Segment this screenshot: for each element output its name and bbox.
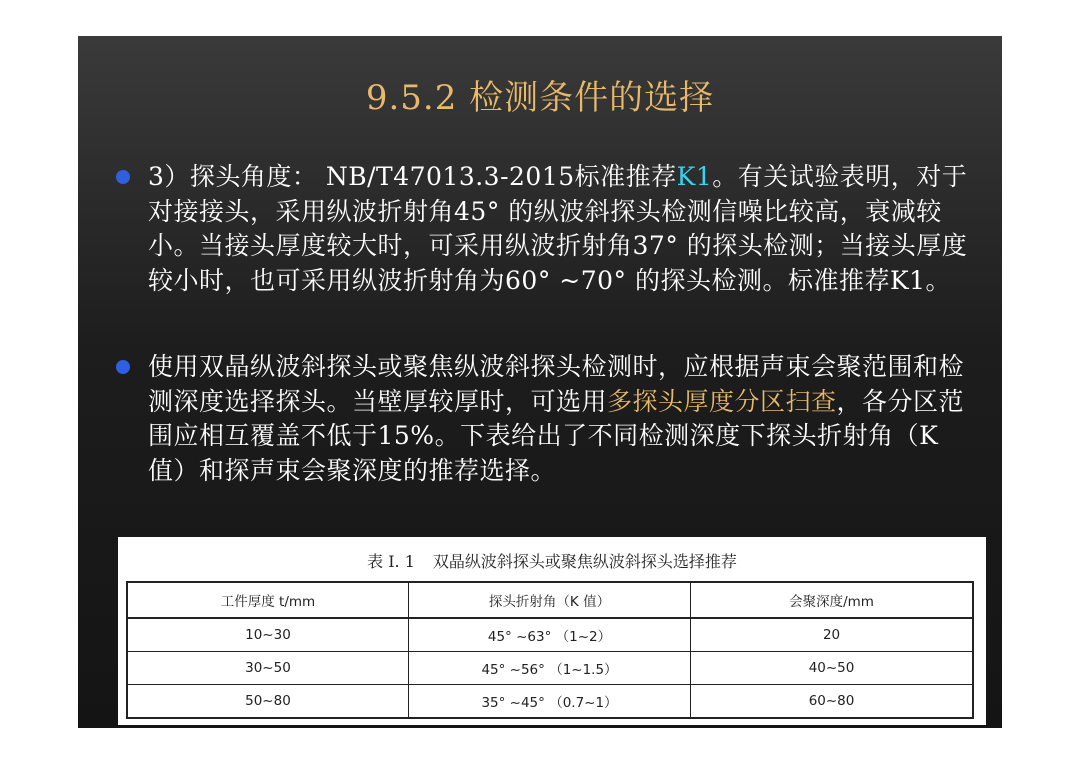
- table-cell: 30~50: [127, 652, 408, 685]
- table-cell: 60~80: [691, 685, 973, 719]
- slide-title: 9.5.2 检测条件的选择: [365, 78, 715, 118]
- table-cell: 45° ~63° （1~2）: [408, 618, 690, 652]
- table-header-cell: 探头折射角（K 值）: [408, 582, 690, 618]
- table-row: [127, 618, 973, 652]
- probe-selection-table: [126, 581, 974, 719]
- table-cell: 35° ~45° （0.7~1）: [408, 685, 690, 719]
- table-caption: [118, 549, 986, 572]
- table-cell: 20: [691, 618, 973, 652]
- table-cell: 50~80: [127, 685, 408, 719]
- bullet-dot-icon: [116, 360, 130, 374]
- bullet-probe-angle: [148, 160, 968, 298]
- bullet-text: 3）探头角度： NB/T47013.3-2015标准推荐: [148, 162, 677, 191]
- highlight-k1: K1: [676, 162, 713, 191]
- bullet-dual-crystal-probe: [148, 350, 968, 488]
- table-row: [127, 652, 973, 685]
- highlight-multi-probe-scan: 多探头厚度分区扫查: [607, 386, 837, 416]
- table-cell: 45° ~56° （1~1.5）: [408, 652, 690, 685]
- bullet-text: 使用双晶纵波斜探头或聚焦纵波斜探头检测时，应根据声束会聚范围和检测深度选择探头。当壁厚较厚时，可选用: [148, 352, 965, 416]
- table-caption-text: 双晶纵波斜探头或聚焦纵波斜探头选择推荐: [432, 552, 737, 571]
- bullet-text: ，各分区范围应相互覆盖不低于15%。下表给出了不同检测深度下探头折射角（K值）和探声束会聚深度的推荐选择。: [148, 386, 965, 485]
- table-header-cell: 工件厚度 t/mm: [127, 582, 408, 618]
- table-cell: 10~30: [127, 618, 408, 652]
- bullet-text: 。有关试验表明，对于对接接头，采用纵波折射角45° 的纵波斜探头检测信噪比较高，衰减较小。当接头厚度较大时，可采用纵波折射角37° 的探头检测；当接头厚度较小时，也可采用纵波折射角为60° ~70° 的探头检测。标准推荐K1。: [148, 162, 968, 295]
- table-row: [127, 685, 973, 719]
- table-header-row: [127, 582, 973, 618]
- table-cell: 40~50: [691, 652, 973, 685]
- table-header-cell: 会聚深度/mm: [691, 582, 973, 618]
- bullet-dot-icon: [116, 170, 130, 184]
- table-image: [118, 537, 986, 725]
- table-caption-label: 表 I. 1: [367, 552, 415, 571]
